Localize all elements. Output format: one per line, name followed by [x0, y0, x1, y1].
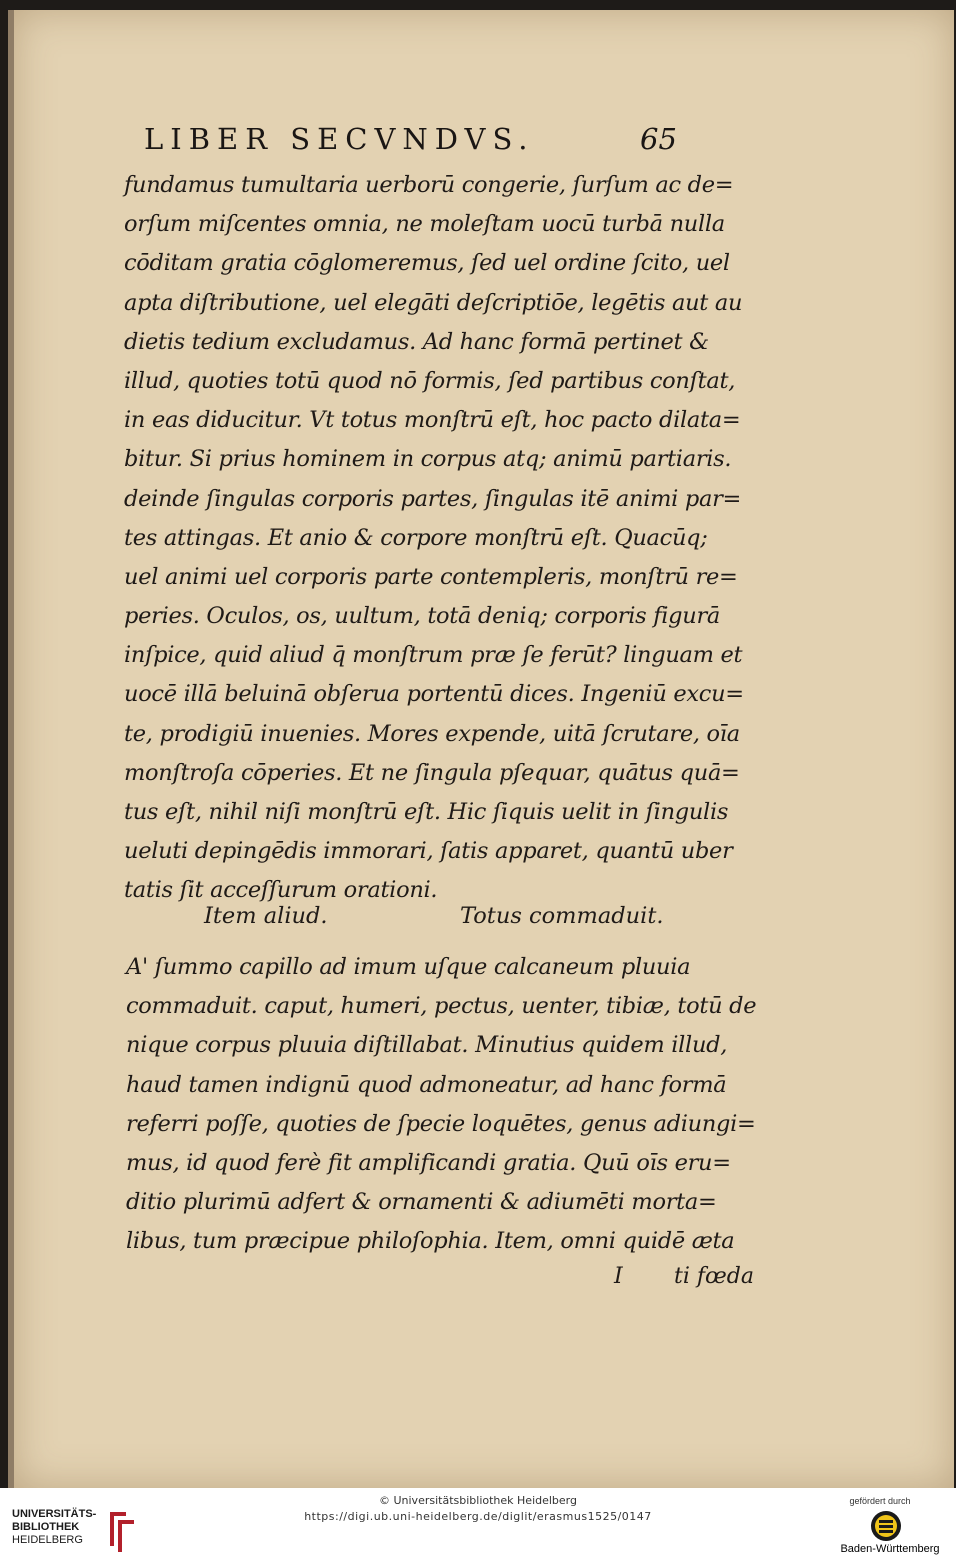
text-line: referri poſſe, quoties de ſpecie loquētes, genus adiungi=: [126, 1110, 756, 1137]
text-line: deinde ſingulas corporis partes, ſingulas itē animi par=: [124, 485, 742, 512]
text-line: fundamus tumultaria uerborū congerie, ſurſum ac de=: [124, 172, 734, 198]
catchword: ti fœda: [674, 1264, 754, 1289]
library-name-line-1: UNIVERSITÄTS-: [12, 1508, 97, 1520]
text-line: ditio plurimū adfert & ornamenti & adiumēti morta=: [126, 1189, 717, 1216]
text-line: in eas diducitur. Vt totus monſtrū eſt, hoc pacto dilata=: [124, 407, 741, 434]
funder-label: gefördert durch: [849, 1496, 911, 1506]
text-line: cōditam gratia cōglomeremus, ſed uel ordine ſcito, uel: [124, 250, 730, 277]
text-line: inſpice, quid aliud q̄ monſtrum præ ſe ferūt? linguam et: [124, 642, 743, 669]
text-line: monſtroſa cōperies. Et ne ſingula pſequar, quātus quā=: [124, 759, 740, 786]
book-page: [8, 10, 954, 1488]
signature-mark: I: [614, 1264, 623, 1289]
text-line: te, prodigiū inuenies. Mores expende, uitā ſcrutare, oīa: [124, 720, 740, 747]
text-line: illud, quoties totū quod nō formis, ſed partibus conſtat,: [124, 367, 736, 394]
text-line: peries. Oculos, os, uultum, totā deniq; corporis figurā: [124, 603, 721, 630]
text-line: uocē illā beluinā obſerua portentū dices. Ingeniū excu=: [124, 681, 744, 708]
text-line: ueluti depingēdis immorari, ſatis apparet, quantū uber: [124, 838, 733, 865]
permalink[interactable]: https://digi.ub.uni-heidelberg.de/diglit/erasmus1525/0147: [304, 1510, 652, 1523]
text-line: nique corpus pluuia diſtillabat. Minutius quidem illud,: [126, 1032, 728, 1059]
folio-number: 65: [640, 122, 677, 156]
text-line: bitur. Si prius hominem in corpus atq; animū partiaris.: [124, 446, 732, 473]
running-head: LIBER SECVNDVS.: [144, 122, 535, 156]
subheading-left: Item aliud.: [204, 903, 328, 929]
text-line: tatis ſit acceſſurum orationi.: [124, 877, 438, 904]
text-line: haud tamen indignū quod admoneatur, ad hanc formā: [126, 1071, 727, 1098]
paragraph-1: [124, 166, 754, 911]
funder-block[interactable]: [830, 1496, 950, 1558]
text-line: apta diſtributione, uel elegāti deſcriptiōe, legētis aut au: [124, 289, 743, 316]
funder-name: Baden-Württemberg: [840, 1543, 940, 1555]
text-line: orſum miſcentes omnia, ne moleſtam uocū turbā nulla: [124, 211, 725, 238]
text-line: libus, tum præcipue philoſophia. Item, omni quidē æta: [126, 1228, 735, 1255]
text-line: commaduit. caput, humeri, pectus, uenter, tibiæ, totū de: [126, 993, 757, 1020]
paragraph-2: [126, 948, 756, 1262]
viewer-footer: [0, 1488, 956, 1559]
library-name-line-3: HEIDELBERG: [12, 1534, 83, 1546]
text-line: tes attingas. Et anio & corpore monſtrū eſt. Quacūq;: [124, 524, 708, 551]
subheading-right: Totus commaduit.: [460, 903, 664, 929]
page-header: [144, 122, 744, 162]
text-line: dietis tedium excludamus. Ad hanc formā pertinet &: [124, 328, 709, 355]
library-name-line-2: BIBLIOTHEK: [12, 1521, 80, 1533]
subheading-row: [204, 903, 704, 939]
copyright-text: © Universitätsbibliothek Heidelberg: [378, 1494, 577, 1507]
text-line: mus, id quod ferè fit amplificandi gratia. Quū oīs eru=: [126, 1149, 731, 1176]
text-line: uel animi uel corporis parte contempleris, monſtrū re=: [124, 563, 738, 590]
text-line: tus eſt, nihil niſi monſtrū eſt. Hic ſiquis uelit in ſingulis: [124, 799, 729, 825]
coat-of-arms-icon: [868, 1508, 904, 1544]
text-line: A' ſummo capillo ad imum uſque calcaneum pluuia: [126, 954, 691, 980]
